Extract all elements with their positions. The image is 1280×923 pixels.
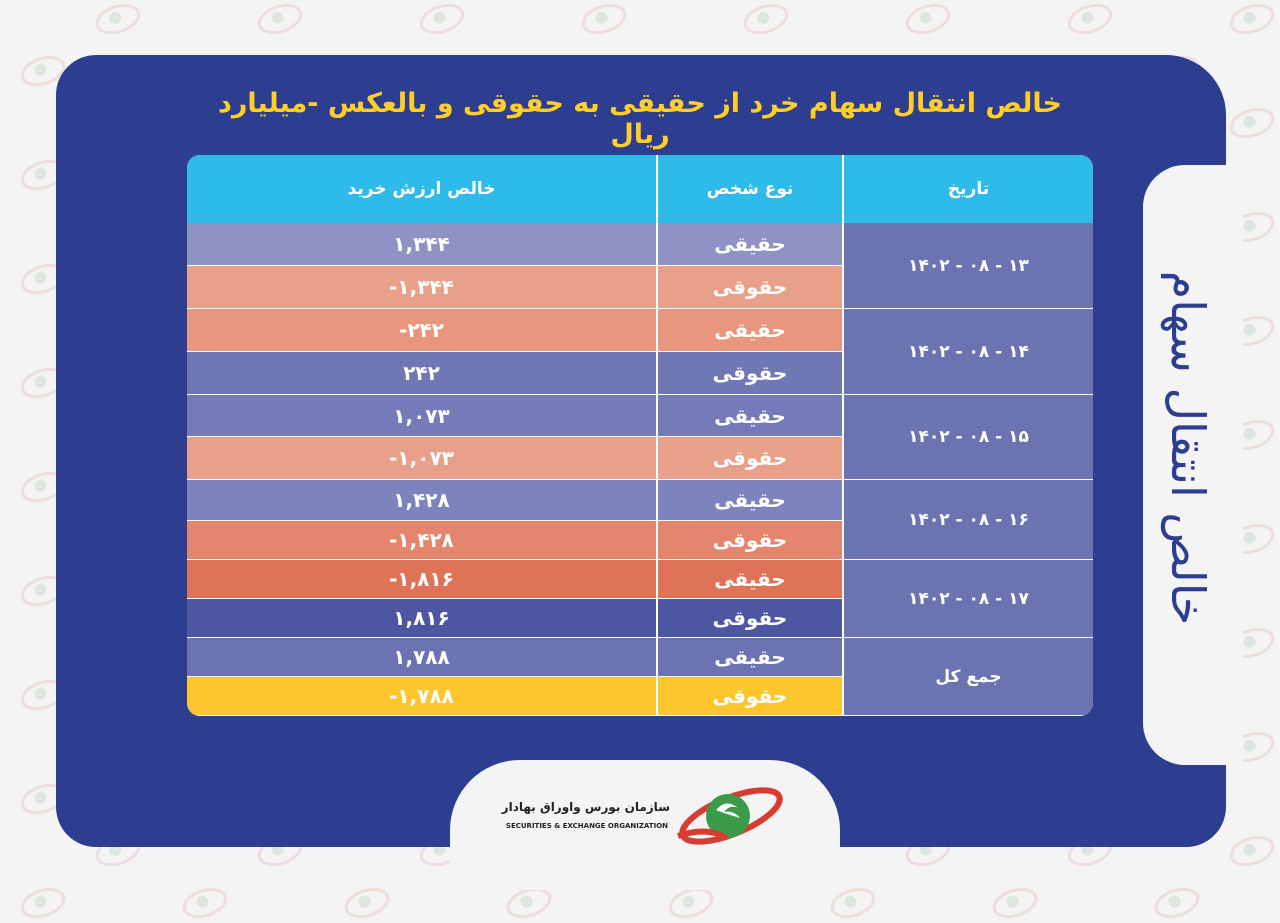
person-type-cell: حقیقی [658,309,843,351]
person-type-cell: حقوقی [658,266,843,308]
person-type-cell: حقیقی [658,395,843,436]
value-cell: ۱,۳۴۴ [187,223,657,265]
value-cell: ۱,۷۸۸ [187,638,657,676]
page-title: خالص انتقال سهام خرد از حقیقی به حقوقی و بالعکس -میلیارد ریال [217,88,1062,150]
logo-name-en: SECURITIES & EXCHANGE ORGANIZATION [505,822,668,830]
person-type-cell: حقیقی [658,223,843,265]
watermark-logo [341,883,393,923]
date-cell: ۱۴۰۲ - ۰۸ - ۱۳ [844,223,1093,308]
person-type-cell: حقوقی [658,599,843,637]
value-cell: -۲۴۲ [187,309,657,351]
seo-logo-icon [676,780,791,850]
header-date: تاریخ [844,155,1093,223]
person-type-cell: حقوقی [658,521,843,559]
value-cell: ۱,۸۱۶ [187,599,657,637]
watermark-logo [1151,883,1203,923]
value-cell: -۱,۸۱۶ [187,560,657,598]
person-type-cell: حقوقی [658,352,843,394]
person-type-cell: حقیقی [658,480,843,520]
value-cell: -۱,۰۷۳ [187,437,657,479]
value-cell: -۱,۴۲۸ [187,521,657,559]
date-cell: جمع کل [844,638,1093,715]
person-type-cell: حقوقی [658,677,843,715]
watermark-logo [902,0,954,39]
date-cell: ۱۴۰۲ - ۰۸ - ۱۶ [844,480,1093,559]
watermark-logo [1226,831,1278,872]
date-cell: ۱۴۰۲ - ۰۸ - ۱۷ [844,560,1093,637]
watermark-logo [1226,0,1278,39]
value-cell: -۱,۷۸۸ [187,677,657,715]
header-person: نوع شخص [658,155,843,223]
watermark-logo [1064,0,1116,39]
value-cell: ۱,۰۷۳ [187,395,657,436]
watermark-logo [1226,103,1278,144]
watermark-logo [17,883,69,923]
date-cell: ۱۴۰۲ - ۰۸ - ۱۴ [844,309,1093,394]
watermark-logo [254,0,306,39]
watermark-logo [179,883,231,923]
person-type-cell: حقوقی [658,437,843,479]
value-cell: ۱,۴۲۸ [187,480,657,520]
watermark-logo [740,0,792,39]
watermark-logo [989,883,1041,923]
watermark-logo [578,0,630,39]
person-type-cell: حقیقی [658,638,843,676]
value-cell: -۱,۳۴۴ [187,266,657,308]
side-title: خالص انتقال سهام [1161,270,1215,626]
date-cell: ۱۴۰۲ - ۰۸ - ۱۵ [844,395,1093,479]
watermark-logo [416,0,468,39]
logo-name-fa: سازمان بورس واوراق بهادار [501,800,670,814]
value-cell: ۲۴۲ [187,352,657,394]
header-value: خالص ارزش خرید [187,155,657,223]
data-table [187,155,1093,716]
watermark-logo [92,0,144,39]
person-type-cell: حقیقی [658,560,843,598]
